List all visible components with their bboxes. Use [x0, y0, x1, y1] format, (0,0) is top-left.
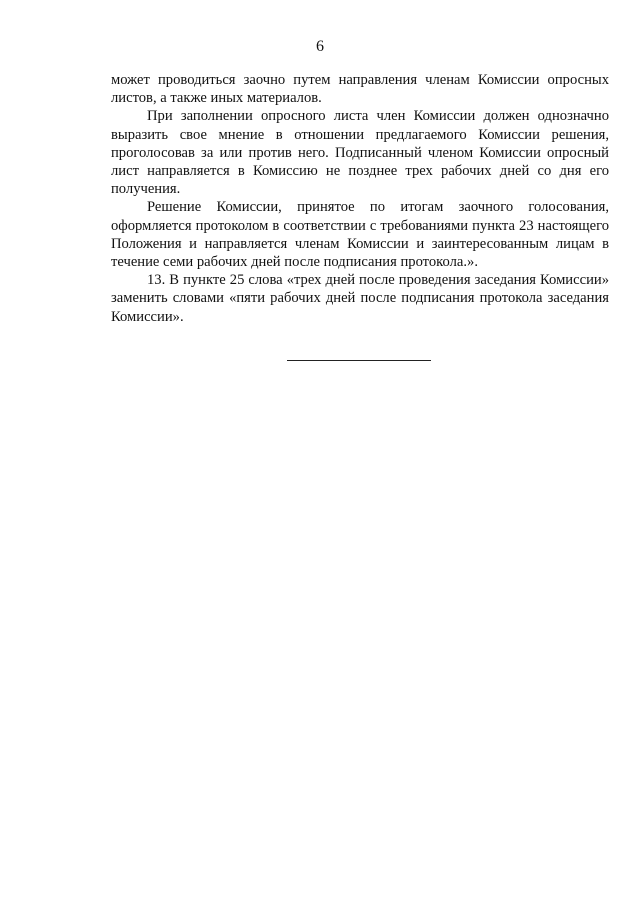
- paragraph-item-13: 13. В пункте 25 слова «трех дней после проведения заседания Комиссии» заменить словами «пяти рабочих дней после подписания протокола заседания Комиссии».: [111, 272, 609, 325]
- document-body: [111, 71, 609, 326]
- paragraph-questionnaire: При заполнении опросного листа член Комиссии должен однозначно выразить свое мнение в отношении предлагаемого Комиссии решения, проголосовав за или против него. Подписанный членом Комиссии опросный лист направляется в Комиссию не позднее трех рабочих дней со дня его получения.: [111, 108, 609, 198]
- paragraph-decision: Решение Комиссии, принятое по итогам заочного голосования, оформляется протоколом в соответствии с требованиями пункта 23 настоящего Положения и направляется членам Комиссии и заинтересованным лицам в течение семи рабочих дней после подписания протокола.».: [111, 199, 609, 271]
- page-number: 6: [316, 38, 324, 55]
- paragraph-continuation: может проводиться заочно путем направления членам Комиссии опросных листов, а также иных материалов.: [111, 72, 609, 107]
- end-of-document-rule: [287, 360, 431, 361]
